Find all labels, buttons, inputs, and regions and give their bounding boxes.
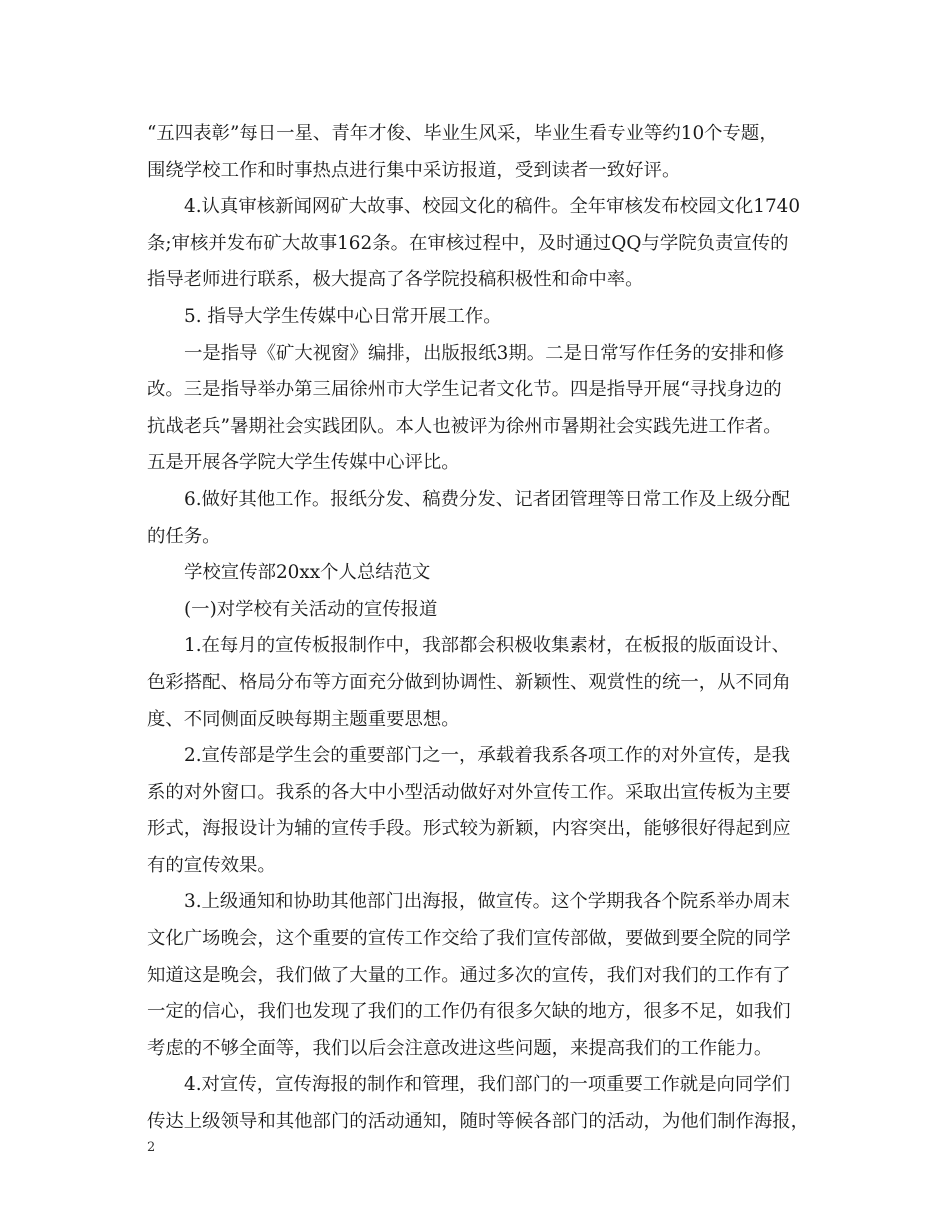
paragraph-line: “五四表彰”每日一星、青年才俊、毕业生风采，毕业生看专业等约10个专题，	[147, 123, 778, 144]
paragraph-line: 知道这是晚会，我们做了大量的工作。通过多次的宣传，我们对我们的工作有了	[147, 964, 791, 986]
paragraph-start-line: 学校宣传部20xx个人总结范文	[184, 562, 431, 584]
paragraph-line: 有的宣传效果。	[147, 854, 276, 876]
paragraph-line: 五是开展各学院大学生传媒中心评比。	[147, 452, 460, 474]
paragraph-start-line: 4.对宣传，宣传海报的制作和管理，我们部门的一项重要工作就是向同学们	[184, 1074, 791, 1096]
paragraph-line: 传达上级领导和其他部门的活动通知，随时等候各部门的活动，为他们制作海报，	[147, 1111, 810, 1133]
paragraph-line: 考虑的不够全面等，我们以后会注意改进这些问题，来提高我们的工作能力。	[147, 1037, 773, 1059]
paragraph-line: 抗战老兵”暑期社会实践团队。本人也被评为徐州市暑期社会实践先进工作者。	[147, 415, 782, 437]
paragraph-start-line: 3.上级通知和协助其他部门出海报，做宣传。这个学期我各个院系举办周末	[184, 891, 791, 913]
paragraph-line: 围绕学校工作和时事热点进行集中采访报道，受到读者一致好评。	[147, 159, 681, 181]
paragraph-start-line: 1.在每月的宣传板报制作中，我部都会积极收集素材，在板报的版面设计、	[184, 635, 791, 657]
page-number: 2	[147, 1140, 156, 1155]
paragraph-start-line: 4.认真审核新闻网矿大故事、校园文化的稿件。全年审核发布校园文化1740	[184, 196, 801, 218]
paragraph-line: 条;审核并发布矿大故事162条。在审核过程中，及时通过QQ与学院负责宣传的	[147, 232, 789, 254]
paragraph-line: 度、不同侧面反映每期主题重要思想。	[147, 708, 460, 730]
paragraph-start-line: 2.宣传部是学生会的重要部门之一，承载着我系各项工作的对外宣传，是我	[184, 745, 791, 767]
paragraph-start-line: 6.做好其他工作。报纸分发、稿费分发、记者团管理等日常工作及上级分配	[184, 488, 791, 510]
paragraph-line: 文化广场晚会，这个重要的宣传工作交给了我们宣传部做，要做到要全院的同学	[147, 928, 791, 950]
paragraph-line: 形式，海报设计为辅的宣传手段。形式较为新颖，内容突出，能够很好得起到应	[147, 818, 791, 840]
paragraph-line: 的任务。	[147, 525, 221, 547]
paragraph-start-line: (一)对学校有关活动的宣传报道	[184, 598, 438, 620]
paragraph-line: 指导老师进行联系，极大提高了各学院投稿积极性和命中率。	[147, 269, 644, 291]
paragraph-start-line: 5. 指导大学生传媒中心日常开展工作。	[184, 305, 502, 327]
paragraph-line: 色彩搭配、格局分布等方面充分做到协调性、新颖性、观赏性的统一，从不同角	[147, 671, 791, 693]
paragraph-line: 一定的信心，我们也发现了我们的工作仍有很多欠缺的地方，很多不足，如我们	[147, 1001, 791, 1023]
document-body	[147, 116, 811, 1141]
paragraph-line: 改。三是指导举办第三届徐州市大学生记者文化节。四是指导开展“寻找身边的	[147, 379, 782, 401]
paragraph-line: 系的对外窗口。我系的各大中小型活动做好对外宣传工作。采取出宣传板为主要	[147, 781, 791, 803]
paragraph-start-line: 一是指导《矿大视窗》编排，出版报纸3期。二是日常写作任务的安排和修	[184, 342, 785, 364]
